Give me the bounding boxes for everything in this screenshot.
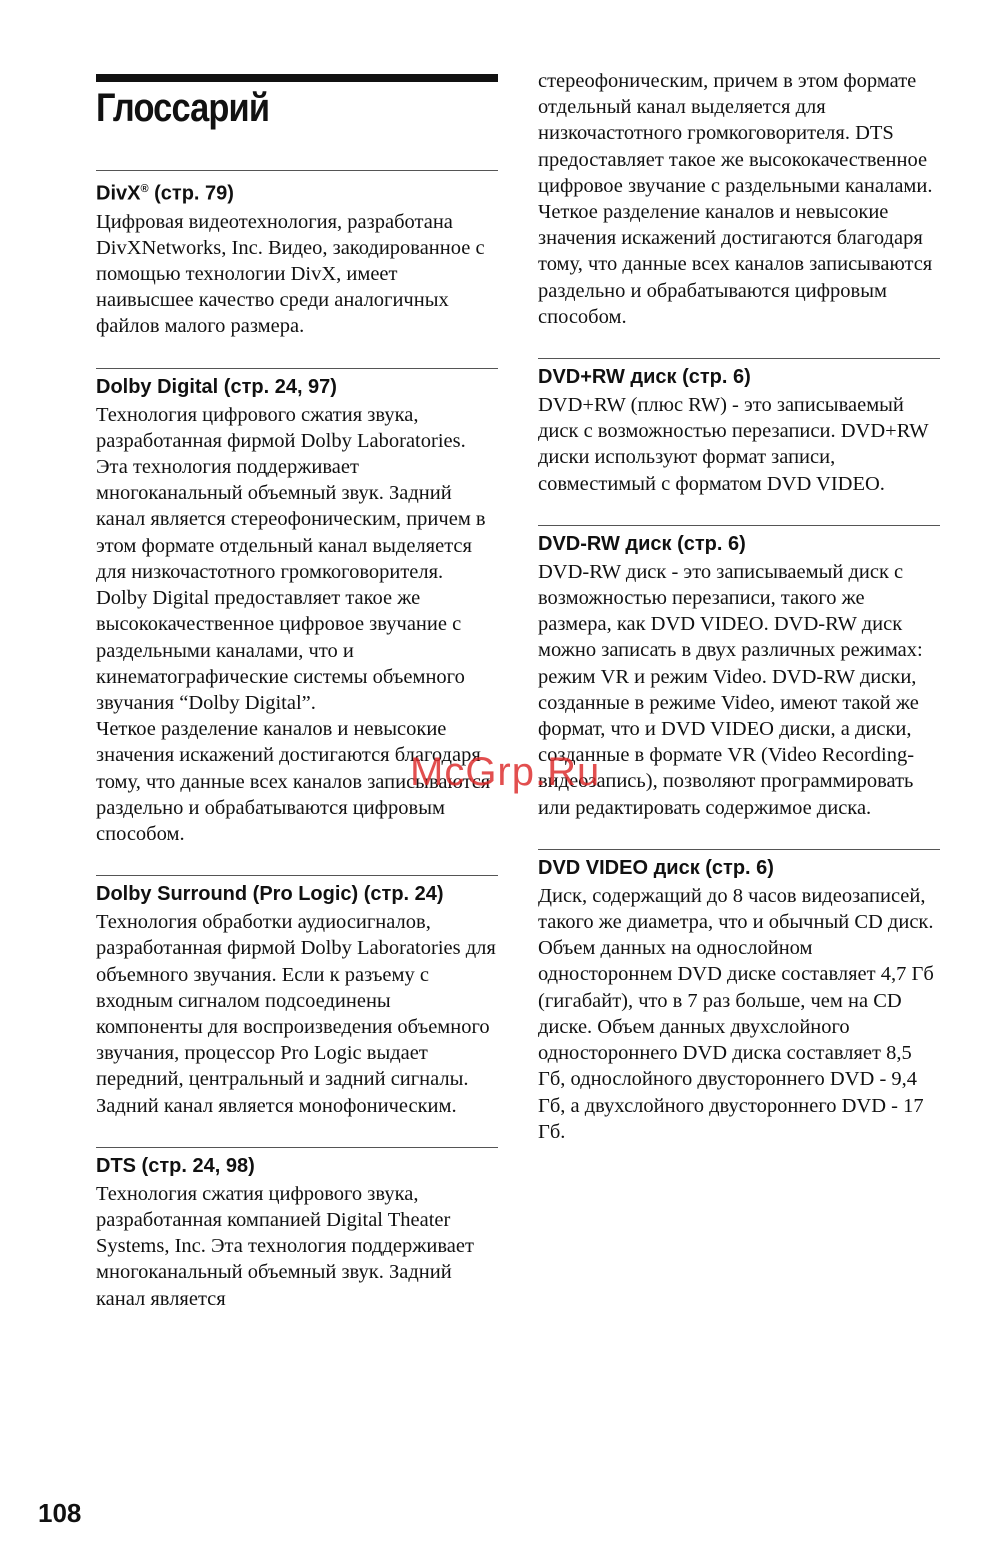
entry-term: Dolby Surround (Pro Logic) (стр. 24) xyxy=(96,883,444,906)
registered-mark: ® xyxy=(140,183,149,195)
glossary-entry-divx xyxy=(96,170,498,340)
entry-definition-paragraph-2: Объем данных на однослойном одностороннем DVD диске составляет 4,7 Гб (гигабайт), что в 7 раз больше, чем на CD диске. Объем данных двухслойного одностороннего DVD диска составляет 8,5 Гб, однослойного двустороннего DVD - 9,4 Гб, а двухслойного двустороннего DVD - 17 Гб. xyxy=(538,937,934,1143)
entry-definition: Цифровая видеотехнология, разработана DivXNetworks, Inc. Видео, закодированное с помощью технологии DivX, имеет наивысшее качество среди аналогичных файлов малого размера. xyxy=(96,210,485,338)
entry-definition: DVD-RW диск - это записываемый диск с возможностью перезаписи, такого же размера, как DVD VIDEO. DVD-RW диск можно записать в двух различных режимах: режим VR и режим Video. DVD-RW диски, созданные в режиме Video, имеют такой же формат, что и DVD VIDEO диски, а диски, созданные в формате VR (Video Recording- видеозапись), позволяют программировать или редактировать содержимое диска. xyxy=(538,560,923,819)
entry-definition: Технология цифрового сжатия звука, разработанная фирмой Dolby Laboratories. Эта технология поддерживает многоканальный объемный звук. Задний канал является стереофоническим, причем в этом формате отдельный канал выделяется для низкочастотного громкоговорителя. Dolby Digital предоставляет такое же высококачественное цифровое звучание с раздельными каналами, что и кинематографические системы объемного звучания “Dolby Digital”. xyxy=(96,403,486,714)
entry-term: DVD VIDEO диск (стр. 6) xyxy=(538,856,774,879)
entry-definition: DVD+RW (плюс RW) - это записываемый диск с возможностью перезаписи. DVD+RW диски используют формат записи, совместимый с форматом DVD VIDEO. xyxy=(538,394,929,495)
glossary-entry-dvd-video xyxy=(538,849,940,1145)
watermark: McGrp.Ru xyxy=(410,750,601,794)
entry-definition: Технология обработки аудиосигналов, разработанная фирмой Dolby Laboratories для объемного звучания. Если к разъему с входным сигналом подсоединены компоненты для воспроизведения объемного звучания, процессор Pro Logic выдает передний, центральный и задний сигналы. Задний канал является монофоническим. xyxy=(96,911,496,1117)
term-name: DivX xyxy=(96,182,141,205)
entry-definition-paragraph-2: Четкое разделение каналов и невысокие значения искажений достигаются благодаря тому, что данные всех каналов записываются раздельно и обрабатываются цифровым способом. xyxy=(538,201,933,328)
entry-term: DVD-RW диск (стр. 6) xyxy=(538,532,746,555)
left-column xyxy=(96,170,498,1340)
page-number: 108 xyxy=(38,1498,82,1528)
glossary-entry-dts-continued xyxy=(538,68,940,330)
glossary-entry-dts xyxy=(96,1147,498,1312)
entry-definition-paragraph-2: Четкое разделение каналов и невысокие значения искажений достигаются благодаря тому, что данные всех каналов записываются раздельно и обрабатываются цифровым способом. xyxy=(96,718,491,845)
glossary-entry-dvd-rw xyxy=(538,525,940,821)
entry-definition: Диск, содержащий до 8 часов видеозаписей, такого же диаметра, что и обычный CD диск. xyxy=(538,884,934,934)
page-reference: (стр. 79) xyxy=(148,182,234,205)
glossary-entry-dvd-plus-rw xyxy=(538,358,940,497)
entry-term xyxy=(96,175,498,209)
right-column xyxy=(538,68,940,1173)
entry-term: DVD+RW диск (стр. 6) xyxy=(538,366,751,389)
glossary-entry-dolby-surround xyxy=(96,875,498,1119)
entry-term: Dolby Digital (стр. 24, 97) xyxy=(96,375,337,398)
entry-definition: стереофоническим, причем в этом формате отдельный канал выделяется для низкочастотного громкоговорителя. DTS предоставляет такое же высококачественное цифровое звучание с раздельными каналами. xyxy=(538,70,933,197)
glossary-entry-dolby-digital xyxy=(96,368,498,847)
page-title: Глоссарий xyxy=(96,86,270,130)
title-rule xyxy=(96,74,498,82)
entry-term: DTS (стр. 24, 98) xyxy=(96,1154,255,1177)
entry-definition: Технология сжатия цифрового звука, разработанная компанией Digital Theater Systems, Inc. Эта технология поддерживает многоканальный объемный звук. Задний канал является xyxy=(96,1182,474,1310)
